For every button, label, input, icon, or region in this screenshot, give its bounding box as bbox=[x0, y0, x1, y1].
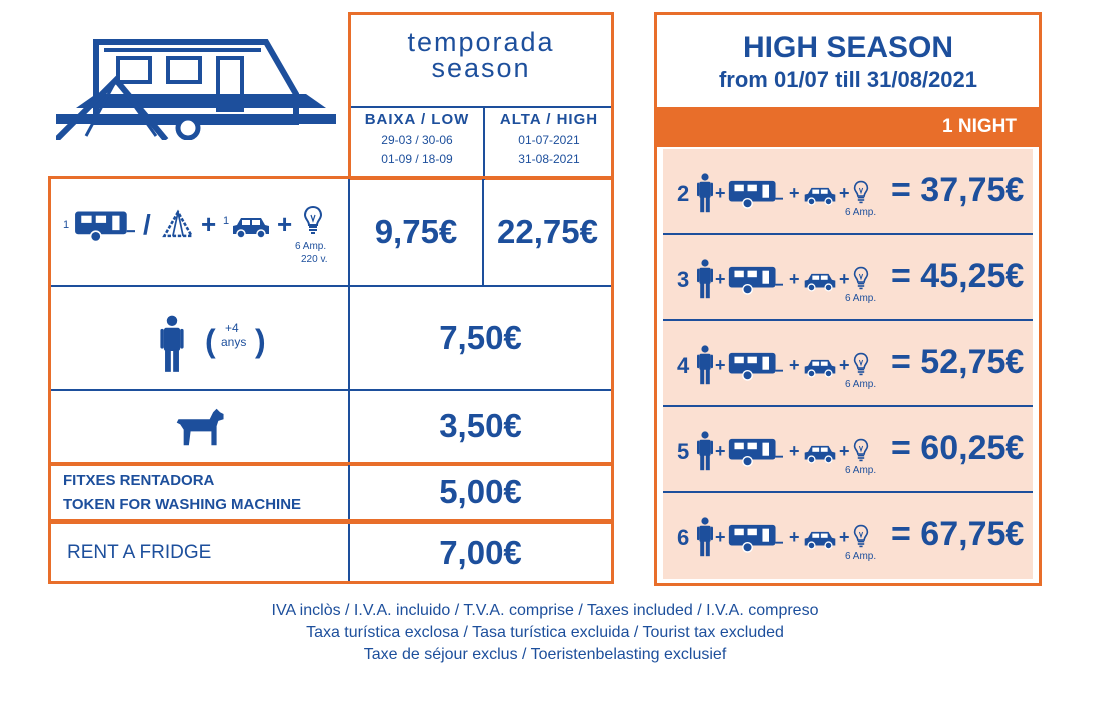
person-icon bbox=[697, 173, 713, 213]
dog-icon bbox=[175, 405, 227, 449]
season-high-label: ALTA / HIGH bbox=[499, 111, 599, 128]
person-icon bbox=[697, 517, 713, 557]
people-count: 3 bbox=[677, 267, 690, 292]
age-unit: anys bbox=[221, 335, 247, 349]
high-season-dates: from 01/07 till 31/08/2021 bbox=[718, 67, 978, 92]
dog-price: 3,50€ bbox=[439, 407, 522, 444]
plus: + bbox=[715, 441, 726, 461]
person-icon bbox=[159, 315, 185, 373]
tax-notes bbox=[0, 600, 1090, 666]
night-label: 1 NIGHT bbox=[942, 116, 1017, 137]
plus: + bbox=[789, 355, 800, 375]
package-row bbox=[663, 407, 1033, 493]
bulb-icon bbox=[853, 265, 869, 291]
washing-label-ca: FITXES RENTADORA bbox=[63, 472, 215, 489]
package-price: = 45,25€ bbox=[891, 257, 1025, 295]
season-header bbox=[348, 12, 614, 180]
package-list bbox=[663, 149, 1033, 579]
plus: + bbox=[715, 183, 726, 203]
person-icon bbox=[697, 259, 713, 299]
person-icon bbox=[697, 431, 713, 471]
season-low bbox=[351, 109, 483, 169]
season-high-date-2: 31-08-2021 bbox=[518, 152, 580, 166]
table-divider bbox=[51, 285, 611, 287]
tax-note-line-3: Taxe de séjour exclus / Toeristenbelasting exclusief bbox=[363, 646, 727, 663]
package-row bbox=[663, 493, 1033, 579]
campsite-logo bbox=[56, 36, 336, 140]
car-icon bbox=[803, 271, 837, 292]
season-low-date-2: 01-09 / 18-09 bbox=[381, 152, 453, 166]
amperage: 6 Amp. bbox=[845, 379, 877, 390]
people-count: 4 bbox=[677, 353, 690, 378]
tax-note-line-1: IVA inclòs / I.V.A. incluido / T.V.A. comprise / Taxes included / I.V.A. compreso bbox=[271, 602, 819, 619]
car-icon bbox=[803, 529, 837, 550]
bulb-icon bbox=[853, 523, 869, 549]
package-row bbox=[663, 321, 1033, 407]
plus: + bbox=[715, 269, 726, 289]
caravan-icon bbox=[727, 351, 783, 381]
plus: + bbox=[789, 527, 800, 547]
fridge-label: RENT A FRIDGE bbox=[67, 542, 212, 563]
voltage: 220 v. bbox=[301, 254, 328, 265]
season-high-date-1: 01-07-2021 bbox=[518, 133, 580, 147]
season-title-ca: temporada bbox=[407, 27, 555, 57]
plus: + bbox=[715, 355, 726, 375]
plus: + bbox=[789, 441, 800, 461]
caravan-icon bbox=[73, 209, 135, 243]
season-divider bbox=[351, 106, 611, 108]
washing-label-en: TOKEN FOR WASHING MACHINE bbox=[63, 496, 302, 513]
table-divider bbox=[51, 389, 611, 391]
slash: / bbox=[143, 209, 151, 240]
pitch-price-high: 22,75€ bbox=[497, 213, 598, 250]
person-price: 7,50€ bbox=[439, 319, 522, 356]
plus: + bbox=[789, 183, 800, 203]
package-row bbox=[663, 149, 1033, 235]
pitch-icons bbox=[63, 205, 343, 275]
plus: + bbox=[839, 527, 850, 547]
caravan-icon bbox=[727, 523, 783, 553]
amperage: 6 Amp. bbox=[295, 241, 327, 252]
package-row bbox=[663, 235, 1033, 321]
people-count: 6 bbox=[677, 525, 690, 550]
caravan-icon bbox=[727, 265, 783, 295]
paren-open: ( bbox=[205, 323, 216, 359]
high-season-title: HIGH SEASON bbox=[742, 31, 954, 64]
package-price: = 37,75€ bbox=[891, 171, 1025, 209]
caravan-icon bbox=[727, 179, 783, 209]
bulb-icon bbox=[303, 205, 323, 235]
plus: + bbox=[839, 355, 850, 375]
season-high bbox=[483, 109, 615, 169]
washing-price: 5,00€ bbox=[439, 473, 522, 510]
package-price: = 60,25€ bbox=[891, 429, 1025, 467]
bulb-icon bbox=[853, 437, 869, 463]
plus: + bbox=[277, 209, 293, 239]
tent-icon bbox=[161, 209, 195, 239]
plus: + bbox=[839, 269, 850, 289]
package-price: = 67,75€ bbox=[891, 515, 1025, 553]
plus: + bbox=[839, 441, 850, 461]
pitch-price-low: 9,75€ bbox=[374, 213, 458, 250]
car-icon bbox=[231, 215, 271, 239]
season-low-date-1: 29-03 / 30-06 bbox=[381, 133, 453, 147]
amperage: 6 Amp. bbox=[845, 293, 877, 304]
amperage: 6 Amp. bbox=[845, 465, 877, 476]
season-title bbox=[351, 29, 611, 81]
washing-token-row bbox=[48, 462, 614, 522]
person-icon bbox=[697, 345, 713, 385]
bulb-icon bbox=[853, 179, 869, 205]
amperage: 6 Amp. bbox=[845, 207, 877, 218]
season-title-en: season bbox=[431, 53, 531, 83]
plus: + bbox=[715, 527, 726, 547]
car-icon bbox=[803, 357, 837, 378]
people-count: 5 bbox=[677, 439, 690, 464]
plus: + bbox=[201, 209, 217, 239]
amperage: 6 Amp. bbox=[845, 551, 877, 562]
price-table bbox=[48, 176, 614, 466]
fridge-row bbox=[48, 521, 614, 584]
bulb-icon bbox=[853, 351, 869, 377]
package-price: = 52,75€ bbox=[891, 343, 1025, 381]
age-limit: +4 bbox=[225, 321, 239, 335]
fridge-price: 7,00€ bbox=[439, 534, 522, 571]
car-icon bbox=[803, 185, 837, 206]
car-count: 1 bbox=[223, 215, 230, 227]
caravan-icon bbox=[727, 437, 783, 467]
season-low-label: BAIXA / LOW bbox=[364, 111, 470, 128]
people-count: 2 bbox=[677, 181, 690, 206]
tax-note-line-2: Taxa turística exclosa / Tasa turística excluida / Tourist tax excluded bbox=[306, 624, 784, 641]
plus: + bbox=[839, 183, 850, 203]
plus: + bbox=[789, 269, 800, 289]
caravan-count: 1 bbox=[63, 219, 70, 231]
car-icon bbox=[803, 443, 837, 464]
paren-close: ) bbox=[255, 323, 266, 359]
night-bar bbox=[657, 107, 1039, 147]
high-season-panel bbox=[654, 12, 1042, 586]
